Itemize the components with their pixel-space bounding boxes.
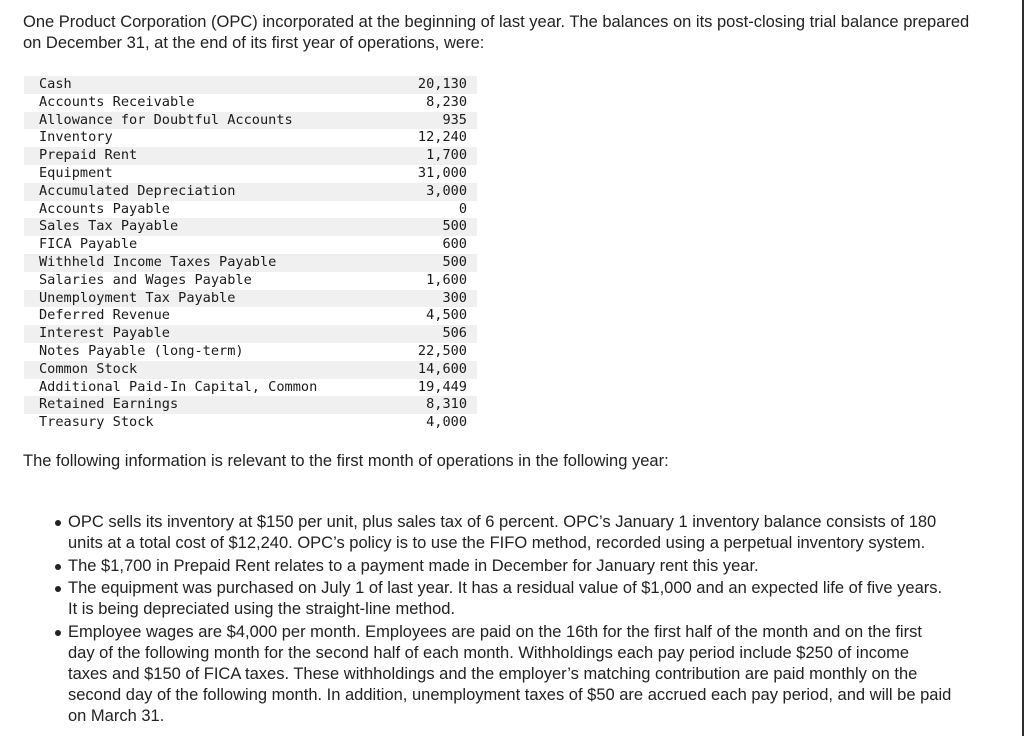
account-amount: 1,700 [377, 147, 477, 165]
account-name: Salaries and Wages Payable [24, 272, 377, 290]
list-item: The equipment was purchased on July 1 of last year. It has a residual value of $1,000 and an expected life of five years. It is being depreciated using the straight-line method. [68, 578, 953, 620]
account-name: Retained Earnings [24, 396, 377, 414]
info-bullet-list [68, 512, 953, 728]
info-heading: The following information is relevant to the first month of operations in the following year: [23, 452, 669, 470]
table-row [24, 272, 477, 290]
trial-balance-table [24, 76, 477, 432]
account-name: Treasury Stock [24, 414, 377, 432]
account-amount: 8,310 [377, 396, 477, 414]
account-amount: 22,500 [377, 343, 477, 361]
account-amount: 506 [377, 325, 477, 343]
account-amount: 4,500 [377, 307, 477, 325]
account-name: Accounts Receivable [24, 94, 377, 112]
account-amount: 20,130 [377, 76, 477, 94]
account-amount: 935 [377, 112, 477, 130]
account-amount: 12,240 [377, 129, 477, 147]
table-row [24, 94, 477, 112]
account-amount: 0 [377, 201, 477, 219]
account-name: Sales Tax Payable [24, 218, 377, 236]
account-name: Common Stock [24, 361, 377, 379]
account-amount: 14,600 [377, 361, 477, 379]
account-amount: 8,230 [377, 94, 477, 112]
account-amount: 1,600 [377, 272, 477, 290]
table-row [24, 307, 477, 325]
account-amount: 3,000 [377, 183, 477, 201]
account-amount: 300 [377, 290, 477, 308]
account-amount: 4,000 [377, 414, 477, 432]
account-amount: 600 [377, 236, 477, 254]
account-name: Additional Paid-In Capital, Common [24, 379, 377, 397]
account-name: Prepaid Rent [24, 147, 377, 165]
list-item: Employee wages are $4,000 per month. Employees are paid on the 16th for the first half of the month and on the first day of the following month for the second half of each month. Withholdings each pay period include $250 of income taxes and $150 of FICA taxes. These withholdings and the employer’s matching contribution are paid monthly on the second day of the following month. In addition, unemployment taxes of $50 are accrued each pay period, and will be paid on March 31. [68, 622, 952, 725]
table-row [24, 396, 477, 414]
list-item: The $1,700 in Prepaid Rent relates to a payment made in December for January rent this year. [68, 556, 953, 577]
account-name: FICA Payable [24, 236, 377, 254]
table-row [24, 343, 477, 361]
table-row [24, 379, 477, 397]
account-name: Notes Payable (long-term) [24, 343, 377, 361]
table-row [24, 290, 477, 308]
table-row [24, 165, 477, 183]
account-name: Accounts Payable [24, 201, 377, 219]
table-row [24, 254, 477, 272]
table-row [24, 112, 477, 130]
account-name: Allowance for Doubtful Accounts [24, 112, 377, 130]
table-row [24, 361, 477, 379]
table-row [24, 201, 477, 219]
table-row [24, 183, 477, 201]
account-amount: 19,449 [377, 379, 477, 397]
account-name: Accumulated Depreciation [24, 183, 377, 201]
account-name: Interest Payable [24, 325, 377, 343]
account-name: Inventory [24, 129, 377, 147]
table-row [24, 218, 477, 236]
account-name: Deferred Revenue [24, 307, 377, 325]
account-amount: 500 [377, 218, 477, 236]
table-row [24, 414, 477, 432]
account-name: Withheld Income Taxes Payable [24, 254, 377, 272]
intro-paragraph: One Product Corporation (OPC) incorporated at the beginning of last year. The balances on its post-closing trial balance prepared on December 31, at the end of its first year of operations, were: [23, 13, 970, 52]
table-row [24, 325, 477, 343]
account-amount: 31,000 [377, 165, 477, 183]
list-item: OPC sells its inventory at $150 per unit, plus sales tax of 6 percent. OPC’s January 1 inventory balance consists of 180 units at a total cost of $12,240. OPC’s policy is to use the FIFO method, recorded using a perpetual inventory system. [68, 512, 953, 554]
account-name: Cash [24, 76, 377, 94]
table-row [24, 129, 477, 147]
account-amount: 500 [377, 254, 477, 272]
table-row [24, 76, 477, 94]
account-name: Unemployment Tax Payable [24, 290, 377, 308]
table-row [24, 147, 477, 165]
account-name: Equipment [24, 165, 377, 183]
table-row [24, 236, 477, 254]
